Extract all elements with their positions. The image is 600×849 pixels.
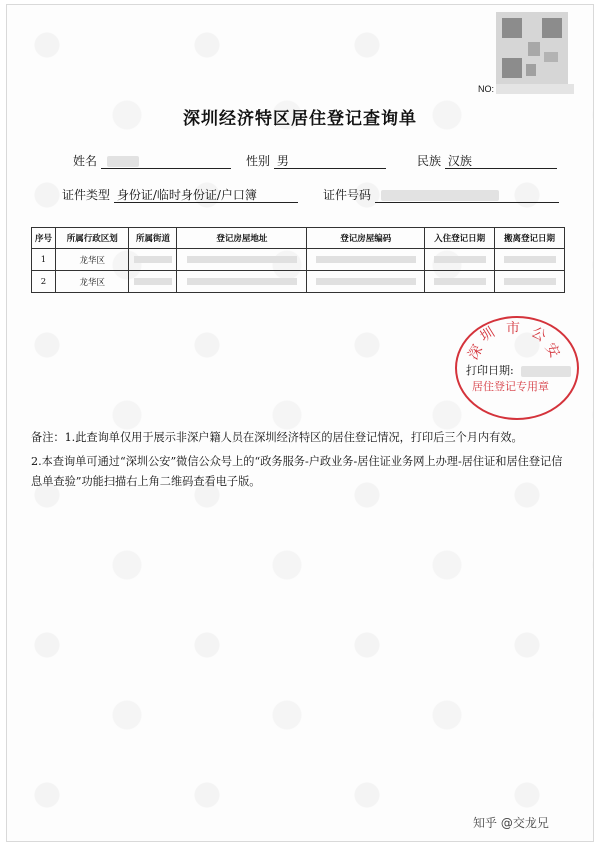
id-number-field <box>323 186 499 203</box>
notes-section <box>31 428 571 496</box>
header-index: 序号 <box>32 228 56 249</box>
id-number-label: 证件号码 <box>323 188 372 202</box>
gender-value: 男 <box>276 154 289 168</box>
id-type-label: 证件类型 <box>62 188 111 202</box>
gender-label: 性别 <box>246 154 271 168</box>
name-field <box>73 152 139 169</box>
header-house-code: 登记房屋编码 <box>307 228 425 249</box>
name-label: 姓名 <box>73 154 98 168</box>
id-type-field <box>62 186 257 203</box>
row-house-code-redacted <box>307 249 425 271</box>
row-street-redacted <box>129 249 177 271</box>
row-district: 龙华区 <box>55 271 129 293</box>
row-index: 1 <box>32 249 56 271</box>
id-type-value: 身份证/临时身份证/户口簿 <box>116 188 257 202</box>
name-value-redacted <box>107 156 139 167</box>
row-checkin-date-redacted <box>425 249 495 271</box>
header-checkin-date: 入住登记日期 <box>425 228 495 249</box>
residence-table <box>31 227 565 293</box>
table-row <box>32 271 565 293</box>
row-checkout-date-redacted <box>495 271 565 293</box>
header-checkout-date: 搬离登记日期 <box>495 228 565 249</box>
serial-number-label: NO: <box>478 84 495 94</box>
row-house-code-redacted <box>307 271 425 293</box>
seal-subtext: 居住登记专用章 <box>472 380 549 393</box>
table-row <box>32 249 565 271</box>
note-1: 备注：1.此查询单仅用于展示非深户籍人员在深圳经济特区的居住登记情况，打印后三个月内有效。 <box>31 431 523 444</box>
print-date-label: 打印日期: <box>466 364 514 377</box>
row-index: 2 <box>32 271 56 293</box>
ethnicity-value: 汉族 <box>447 154 472 168</box>
qr-code <box>496 12 568 84</box>
ethnicity-label: 民族 <box>417 154 442 168</box>
serial-number-value-redacted <box>496 84 574 94</box>
ethnicity-field <box>417 152 472 169</box>
print-date-value-redacted <box>521 366 571 377</box>
row-address-redacted <box>177 271 307 293</box>
header-district: 所属行政区划 <box>55 228 129 249</box>
id-number-value-redacted <box>381 190 499 201</box>
row-address-redacted <box>177 249 307 271</box>
print-date <box>466 362 571 378</box>
header-street: 所属街道 <box>129 228 177 249</box>
row-street-redacted <box>129 271 177 293</box>
header-address: 登记房屋地址 <box>177 228 307 249</box>
gender-field <box>246 152 289 169</box>
table-header-row <box>32 228 565 249</box>
official-seal: 深 圳 市 公 安 居住登记专用章 <box>450 316 580 416</box>
footer-watermark: 知乎 @交龙兄 <box>473 816 549 830</box>
document-page <box>6 4 594 842</box>
document-title: 深圳经济特区居住登记查询单 <box>183 109 417 129</box>
row-checkout-date-redacted <box>495 249 565 271</box>
note-2: 2.本查询单可通过“深圳公安”微信公众号上的“政务服务-户政业务-居住证业务网上办理-居住证和居住登记信息单查验”功能扫描右上角二维码查看电子版。 <box>31 455 563 488</box>
row-checkin-date-redacted <box>425 271 495 293</box>
row-district: 龙华区 <box>55 249 129 271</box>
